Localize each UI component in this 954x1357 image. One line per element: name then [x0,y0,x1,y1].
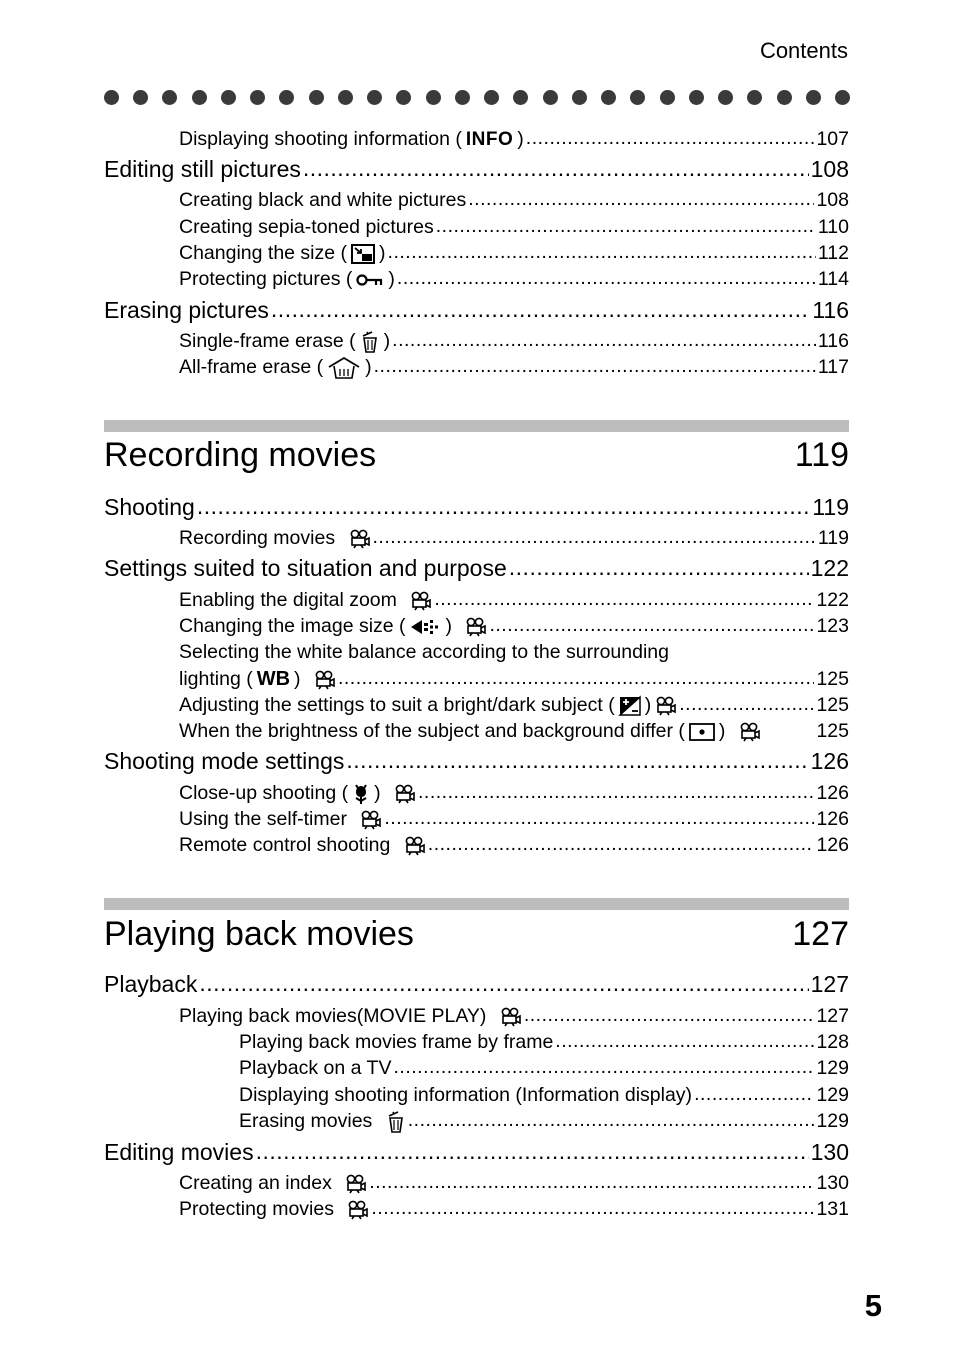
toc-page-number: 129 [816,1084,849,1106]
toc-entry-title: Editing movies [104,1139,254,1165]
wb-icon: WB [256,668,291,690]
divider-dot [133,90,148,105]
leader-dots [408,1109,815,1132]
toc-entry-suffix: ) [374,782,381,804]
toc-page-number: 127 [816,1005,849,1027]
toc-entry-title: Displaying shooting information (Information display) [239,1084,693,1106]
toc-page-number: 119 [812,494,849,520]
toc-entry[interactable] [104,1110,849,1133]
toc-entry-suffix: ) [383,330,391,352]
toc-page-number: 126 [816,834,849,856]
toc-entry[interactable] [104,971,849,998]
toc-entry-title: Remote control shooting [179,834,391,856]
leader-dots [694,1083,814,1106]
toc-page-number: 117 [817,356,849,378]
leader-dots [338,667,814,690]
movie-camera-icon [410,591,432,611]
divider-dot [162,90,177,105]
toc-entry-title: Single-frame erase ( [179,330,356,352]
toc-entry[interactable] [104,1005,849,1028]
movie-camera-icon [404,836,426,856]
toc-entry-title: Creating black and white pictures [179,189,467,211]
movie-camera-icon [314,670,336,690]
toc-entry-title: Playing back movies frame by frame [239,1031,554,1053]
toc-page-number: 125 [816,720,849,742]
toc-entry[interactable] [104,808,849,831]
info-icon: INFO [465,128,514,150]
divider-dot [221,90,236,105]
movie-camera-icon [360,810,382,830]
section-divider-bar [104,420,849,432]
toc-entry-title: Protecting pictures ( [179,268,353,290]
toc-entry-wrapped-line: Selecting the white balance according to the surrounding [179,641,669,663]
leader-dots [373,526,816,549]
section-divider-bar [104,898,849,910]
toc-entry-title: All-frame erase ( [179,356,324,378]
toc-entry[interactable] [104,694,849,717]
resize-icon [351,244,375,264]
toc-entry-title: Displaying shooting information ( [179,128,462,150]
leader-dots [388,241,816,264]
movie-camera-icon [394,784,416,804]
exposure-icon [619,696,641,716]
toc-entry-title: Changing the image size ( [179,615,406,637]
toc-page-number: 130 [810,1139,849,1165]
toc-entry-title: When the brightness of the subject and background differ ( [179,720,685,742]
toc-page-number: 107 [816,128,849,150]
toc-entry-title: Shooting [104,494,195,520]
movie-camera-icon [345,1174,367,1194]
toc-entry[interactable] [104,1172,849,1195]
toc-entry-title: Changing the size ( [179,242,348,264]
leader-dots [384,807,814,830]
divider-dot [718,90,733,105]
toc-page-number: 122 [810,555,849,581]
toc-entry[interactable] [104,1198,849,1221]
leader-dots [524,1004,815,1027]
movie-camera-icon [500,1007,522,1027]
toc-entry[interactable] [104,1057,849,1080]
toc-page-number: 123 [816,615,849,637]
toc-page-number: 108 [816,189,849,211]
leader-dots [468,188,814,211]
section-heading-playback[interactable] [104,915,849,954]
toc-page-number: 129 [816,1110,849,1132]
leader-dots [371,1197,814,1220]
leader-dots [489,614,814,637]
movie-camera-icon [655,696,677,716]
leader-dots [428,833,815,856]
toc-entry[interactable] [104,1139,849,1166]
movie-camera-icon [739,722,761,742]
toc-entry[interactable] [104,189,849,212]
toc-page-number: 122 [816,589,849,611]
leader-dots [199,970,808,997]
divider-dot [426,90,441,105]
toc-entry-title: Close-up shooting ( [179,782,349,804]
toc-entry-title: Settings suited to situation and purpose [104,555,507,581]
spot-metering-icon [689,723,715,741]
toc-page-number: 125 [816,668,849,690]
leader-dots [434,588,814,611]
trash-icon [360,331,380,353]
trash-icon [386,1111,406,1133]
leader-dots [418,781,814,804]
toc-entry-title: Using the self-timer [179,808,347,830]
movie-camera-icon [465,617,487,637]
toc-entry-suffix: ) [445,615,453,637]
toc-entry[interactable] [104,589,849,612]
toc-entry-title: Playing back movies(MOVIE PLAY) [179,1005,487,1027]
leader-dots [271,296,810,323]
toc-entry[interactable] [104,834,849,857]
divider-dot [806,90,821,105]
toc-entry-suffix: ) [718,720,726,742]
divider-dot [835,90,850,105]
toc-entry[interactable] [104,128,849,151]
toc-entry[interactable] [104,1084,849,1107]
toc-page-number: 126 [810,748,849,774]
toc-entry[interactable] [104,782,849,805]
toc-page-number: 126 [816,782,849,804]
dot-divider [104,90,850,106]
divider-dot [396,90,411,105]
toc-entry-title: Playback on a TV [239,1057,392,1079]
image-size-icon [410,617,442,637]
divider-dot [367,90,382,105]
toc-entry-title: Editing still pictures [104,156,301,182]
movie-camera-icon [349,529,371,549]
divider-dot [513,90,528,105]
toc-entry[interactable] [104,615,849,638]
page-number: 5 [864,1288,882,1323]
toc-page-number: 126 [816,808,849,830]
divider-dot [689,90,704,105]
leader-dots [436,215,816,238]
toc-page-number: 127 [810,971,849,997]
toc-entry-suffix: ) [388,268,395,290]
leader-dots [509,554,809,581]
leader-dots [397,267,816,290]
section-page-number: 127 [792,915,849,953]
divider-dot [279,90,294,105]
toc-entry-suffix: ) [517,128,524,150]
toc-entry-title: Creating an index [179,1172,332,1194]
toc-page-number: 128 [816,1031,849,1053]
toc-entry-title: Recording movies [179,527,336,549]
toc-page-number: 116 [812,297,849,323]
section-page-number: 119 [794,436,849,474]
section-title: Recording movies [104,436,377,474]
section-title: Playing back movies [104,915,414,953]
toc-entry-suffix: ) [365,356,372,378]
leader-dots [526,127,815,150]
toc-entry-title: lighting ( [179,668,253,690]
leader-dots [392,329,816,352]
divider-dot [484,90,499,105]
toc-entry[interactable] [104,216,849,239]
toc-page-number: 110 [817,216,849,238]
leader-dots [374,355,816,378]
leader-dots [303,155,809,182]
toc-entry-title: Creating sepia-toned pictures [179,216,434,238]
divider-dot [455,90,470,105]
toc-entry[interactable] [104,1031,849,1054]
toc-entry-title: Adjusting the settings to suit a bright/dark subject ( [179,694,615,716]
divider-dot [338,90,353,105]
divider-dot [660,90,675,105]
divider-dot [543,90,558,105]
toc-entry-title: Playback [104,971,198,997]
toc-entry[interactable] [104,242,849,265]
toc-entry-suffix: ) [379,242,386,264]
divider-dot [572,90,587,105]
leader-dots [346,747,808,774]
toc-entry[interactable] [104,720,849,743]
key-icon [356,273,384,287]
divider-dot [250,90,265,105]
toc-entry[interactable] [104,268,849,291]
leader-dots [256,1138,809,1165]
toc-entry[interactable] [104,356,849,379]
toc-entry[interactable] [104,527,849,550]
leader-dots [197,493,811,520]
toc-page-number: 116 [817,330,849,352]
toc-entry[interactable] [104,156,849,183]
movie-camera-icon [347,1200,369,1220]
divider-dot [747,90,762,105]
toc-entry-title: Erasing movies [239,1110,373,1132]
leader-dots [393,1056,814,1079]
leader-dots [555,1030,814,1053]
leader-dots [679,693,814,716]
divider-dot [192,90,207,105]
toc-page-number: 108 [810,156,849,182]
toc-entry-title: Shooting mode settings [104,748,345,774]
divider-dot [630,90,645,105]
leader-dots [369,1171,814,1194]
divider-dot [601,90,616,105]
toc-page-number: 114 [817,268,849,290]
toc-page-number: 129 [816,1057,849,1079]
header-label: Contents [759,38,848,63]
toc-page-number: 125 [816,694,849,716]
toc-page-number: 119 [817,527,849,549]
toc-entry-suffix: ) [644,694,652,716]
toc-entry-title: Protecting movies [179,1198,334,1220]
toc-entry[interactable] [104,494,849,521]
toc-page-number: 130 [816,1172,849,1194]
section-heading-recording[interactable] [104,436,849,475]
divider-dot [777,90,792,105]
divider-dot [309,90,324,105]
all-erase-icon [327,357,361,379]
toc-entry[interactable] [104,555,849,582]
toc-entry[interactable] [104,748,849,775]
toc-page-number: 131 [816,1198,849,1220]
toc-entry-title: Enabling the digital zoom [179,589,397,611]
toc-entry[interactable] [104,330,849,353]
divider-dot [104,90,119,105]
toc-entry[interactable] [104,668,849,691]
toc-page-number: 112 [817,242,849,264]
macro-icon [352,783,370,805]
toc-entry-title: Erasing pictures [104,297,269,323]
toc-entry[interactable] [104,297,849,324]
toc-entry-suffix: ) [294,668,301,690]
